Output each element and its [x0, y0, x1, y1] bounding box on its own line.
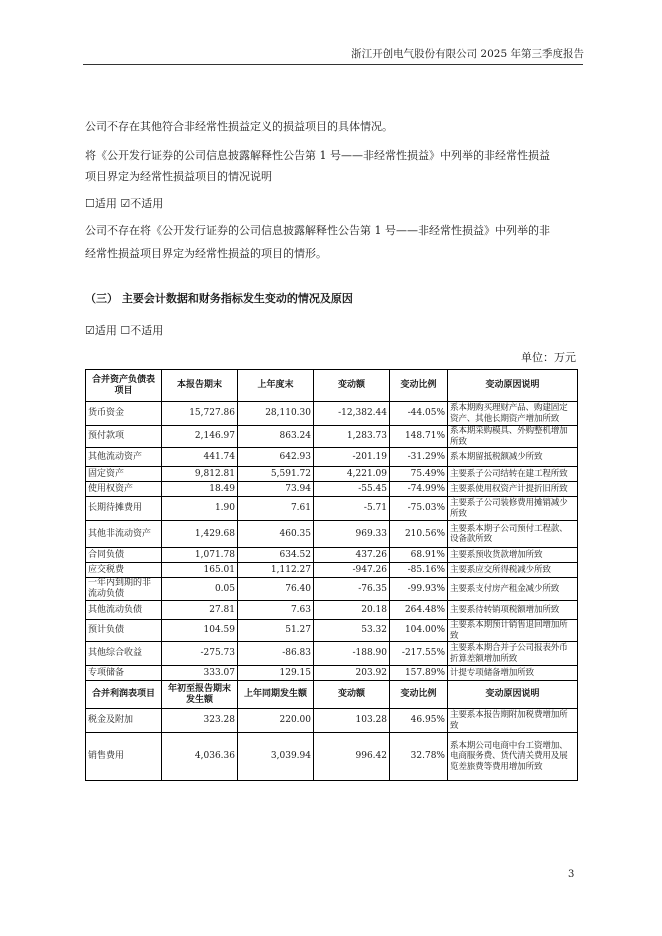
- prior-value: 51.27: [238, 620, 314, 642]
- change-ratio: 46.95%: [390, 709, 448, 733]
- paragraph-statement-line1: 公司不存在将《公开发行证券的公司信息披露解释性公告第 1 号——非经常性损益》中列举的非: [85, 224, 550, 237]
- header-rule: [83, 64, 583, 65]
- prior-value: 28,110.30: [238, 402, 314, 426]
- change-amount: -201.19: [314, 448, 390, 467]
- change-ratio: 32.78%: [390, 733, 448, 781]
- change-ratio: -217.55%: [390, 642, 448, 666]
- column-header: 变动原因说明: [448, 681, 578, 709]
- change-reason: 主要系本期预计销售退回增加所致: [448, 620, 578, 642]
- change-ratio: 148.71%: [390, 426, 448, 448]
- change-reason: 主要系支付房产租金减少所致: [448, 578, 578, 601]
- change-amount: 969.33: [314, 521, 390, 548]
- current-value: 0.05: [162, 578, 238, 601]
- row-item-label: 固定资产: [86, 467, 162, 482]
- change-amount: 996.42: [314, 733, 390, 781]
- current-value: 1,071.78: [162, 548, 238, 563]
- change-reason: 主要系本期子公司预付工程款、设备款所致: [448, 521, 578, 548]
- column-header: 变动比例: [390, 370, 448, 402]
- table-row: [86, 709, 578, 733]
- prior-value: 7.61: [238, 497, 314, 521]
- change-ratio: -31.29%: [390, 448, 448, 467]
- table-row: [86, 426, 578, 448]
- current-value: 323.28: [162, 709, 238, 733]
- change-reason: 主要系待转销项税额增加所致: [448, 601, 578, 620]
- section-heading: （三） 主要会计数据和财务指标发生变动的情况及原因: [85, 292, 353, 305]
- unit-label: 单位：万元: [521, 351, 576, 364]
- change-ratio: -85.16%: [390, 563, 448, 578]
- column-header: 年初至报告期末发生额: [162, 681, 238, 709]
- change-reason: 主要系使用权资产计提折旧所致: [448, 482, 578, 497]
- change-reason: 计提专项储备增加所致: [448, 666, 578, 681]
- prior-value: 3,039.94: [238, 733, 314, 781]
- paragraph-explanation-line1: 将《公开发行证券的公司信息披露解释性公告第 1 号——非经常性损益》中列举的非经常性损益: [85, 149, 550, 162]
- prior-value: 863.24: [238, 426, 314, 448]
- current-value: 104.59: [162, 620, 238, 642]
- table-row: [86, 448, 578, 467]
- change-reason: 系本期购买理财产品、购建固定资产、其他长期资产增加所致: [448, 402, 578, 426]
- row-item-label: 合同负债: [86, 548, 162, 563]
- prior-value: 634.52: [238, 548, 314, 563]
- change-reason: 系本期留抵税额减少所致: [448, 448, 578, 467]
- prior-value: 1,112.27: [238, 563, 314, 578]
- column-header: 变动额: [314, 681, 390, 709]
- change-amount: -76.35: [314, 578, 390, 601]
- row-item-label: 其他综合收益: [86, 642, 162, 666]
- column-header: 上年度末: [238, 370, 314, 402]
- page-number: 3: [568, 869, 575, 880]
- current-value: 9,812.81: [162, 467, 238, 482]
- column-header: 变动额: [314, 370, 390, 402]
- row-item-label: 税金及附加: [86, 709, 162, 733]
- table-row: [86, 666, 578, 681]
- change-reason: 主要系预收货款增加所致: [448, 548, 578, 563]
- current-value: 18.49: [162, 482, 238, 497]
- table-header-row: [86, 370, 578, 402]
- prior-value: 642.93: [238, 448, 314, 467]
- prior-value: 460.35: [238, 521, 314, 548]
- column-header: 上年同期发生额: [238, 681, 314, 709]
- current-value: -275.73: [162, 642, 238, 666]
- table-row: [86, 642, 578, 666]
- table-row: [86, 620, 578, 642]
- row-item-label: 应交税费: [86, 563, 162, 578]
- table-row: [86, 482, 578, 497]
- change-ratio: -74.99%: [390, 482, 448, 497]
- financial-changes-table: [85, 369, 578, 781]
- change-amount: 20.18: [314, 601, 390, 620]
- change-ratio: 157.89%: [390, 666, 448, 681]
- row-item-label: 其他非流动资产: [86, 521, 162, 548]
- change-ratio: 210.56%: [390, 521, 448, 548]
- change-amount: 437.26: [314, 548, 390, 563]
- paragraph-statement-line2: 经常性损益项目界定为经常性损益的项目的情形。: [85, 247, 327, 260]
- row-item-label: 其他流动资产: [86, 448, 162, 467]
- table-row: [86, 402, 578, 426]
- current-value: 333.07: [162, 666, 238, 681]
- paragraph-no-other-items: 公司不存在其他符合非经常性损益定义的损益项目的具体情况。: [85, 120, 393, 133]
- column-header: 本报告期末: [162, 370, 238, 402]
- row-item-label: 销售费用: [86, 733, 162, 781]
- prior-value: 73.94: [238, 482, 314, 497]
- table-header-row: [86, 681, 578, 709]
- current-value: 4,036.36: [162, 733, 238, 781]
- prior-value: 5,591.72: [238, 467, 314, 482]
- table-row: [86, 733, 578, 781]
- change-amount: -947.26: [314, 563, 390, 578]
- column-header: 合并利润表项目: [86, 681, 162, 709]
- current-value: 1.90: [162, 497, 238, 521]
- change-ratio: 104.00%: [390, 620, 448, 642]
- change-reason: 系本期公司电商中台工资增加、电商服务费、货代清关费用及展览差旅费等费用增加所致: [448, 733, 578, 781]
- change-amount: -55.45: [314, 482, 390, 497]
- table-row: [86, 497, 578, 521]
- table-row: [86, 548, 578, 563]
- table-row: [86, 521, 578, 548]
- prior-value: 7.63: [238, 601, 314, 620]
- table-row: [86, 563, 578, 578]
- prior-value: -86.83: [238, 642, 314, 666]
- change-amount: -188.90: [314, 642, 390, 666]
- table-row: [86, 601, 578, 620]
- current-value: 27.81: [162, 601, 238, 620]
- row-item-label: 一年内到期的非流动负债: [86, 578, 162, 601]
- report-header: 浙江开创电气股份有限公司 2025 年第三季度报告: [351, 48, 584, 60]
- applicability-checkbox-2: ☑适用 ☐不适用: [85, 324, 164, 337]
- row-item-label: 其他流动负债: [86, 601, 162, 620]
- change-amount: -5.71: [314, 497, 390, 521]
- column-header: 合并资产负债表项目: [86, 370, 162, 402]
- change-ratio: -44.05%: [390, 402, 448, 426]
- row-item-label: 长期待摊费用: [86, 497, 162, 521]
- change-amount: 103.28: [314, 709, 390, 733]
- column-header: 变动原因说明: [448, 370, 578, 402]
- prior-value: 220.00: [238, 709, 314, 733]
- change-reason: 主要系子公司装修费用摊销减少所致: [448, 497, 578, 521]
- applicability-checkbox-1: ☐适用 ☑不适用: [85, 197, 164, 210]
- current-value: 441.74: [162, 448, 238, 467]
- change-amount: 203.92: [314, 666, 390, 681]
- change-reason: 主要系子公司结转在建工程所致: [448, 467, 578, 482]
- change-amount: 53.32: [314, 620, 390, 642]
- change-ratio: 264.48%: [390, 601, 448, 620]
- prior-value: 76.40: [238, 578, 314, 601]
- change-reason: 主要系应交所得税减少所致: [448, 563, 578, 578]
- current-value: 165.01: [162, 563, 238, 578]
- change-ratio: 68.91%: [390, 548, 448, 563]
- table-row: [86, 578, 578, 601]
- change-reason: 系本期采购模具、外购整机增加所致: [448, 426, 578, 448]
- change-amount: 4,221.09: [314, 467, 390, 482]
- change-ratio: -99.93%: [390, 578, 448, 601]
- current-value: 2,146.97: [162, 426, 238, 448]
- row-item-label: 专项储备: [86, 666, 162, 681]
- row-item-label: 货币资金: [86, 402, 162, 426]
- row-item-label: 预付款项: [86, 426, 162, 448]
- change-ratio: -75.03%: [390, 497, 448, 521]
- paragraph-explanation-line2: 项目界定为经常性损益项目的情况说明: [85, 170, 272, 183]
- row-item-label: 预计负债: [86, 620, 162, 642]
- change-reason: 主要系本报告期附加税费增加所致: [448, 709, 578, 733]
- change-amount: -12,382.44: [314, 402, 390, 426]
- change-reason: 主要系本期合并子公司报表外币折算差额增加所致: [448, 642, 578, 666]
- change-amount: 1,283.73: [314, 426, 390, 448]
- current-value: 1,429.68: [162, 521, 238, 548]
- column-header: 变动比例: [390, 681, 448, 709]
- change-ratio: 75.49%: [390, 467, 448, 482]
- row-item-label: 使用权资产: [86, 482, 162, 497]
- current-value: 15,727.86: [162, 402, 238, 426]
- prior-value: 129.15: [238, 666, 314, 681]
- table-row: [86, 467, 578, 482]
